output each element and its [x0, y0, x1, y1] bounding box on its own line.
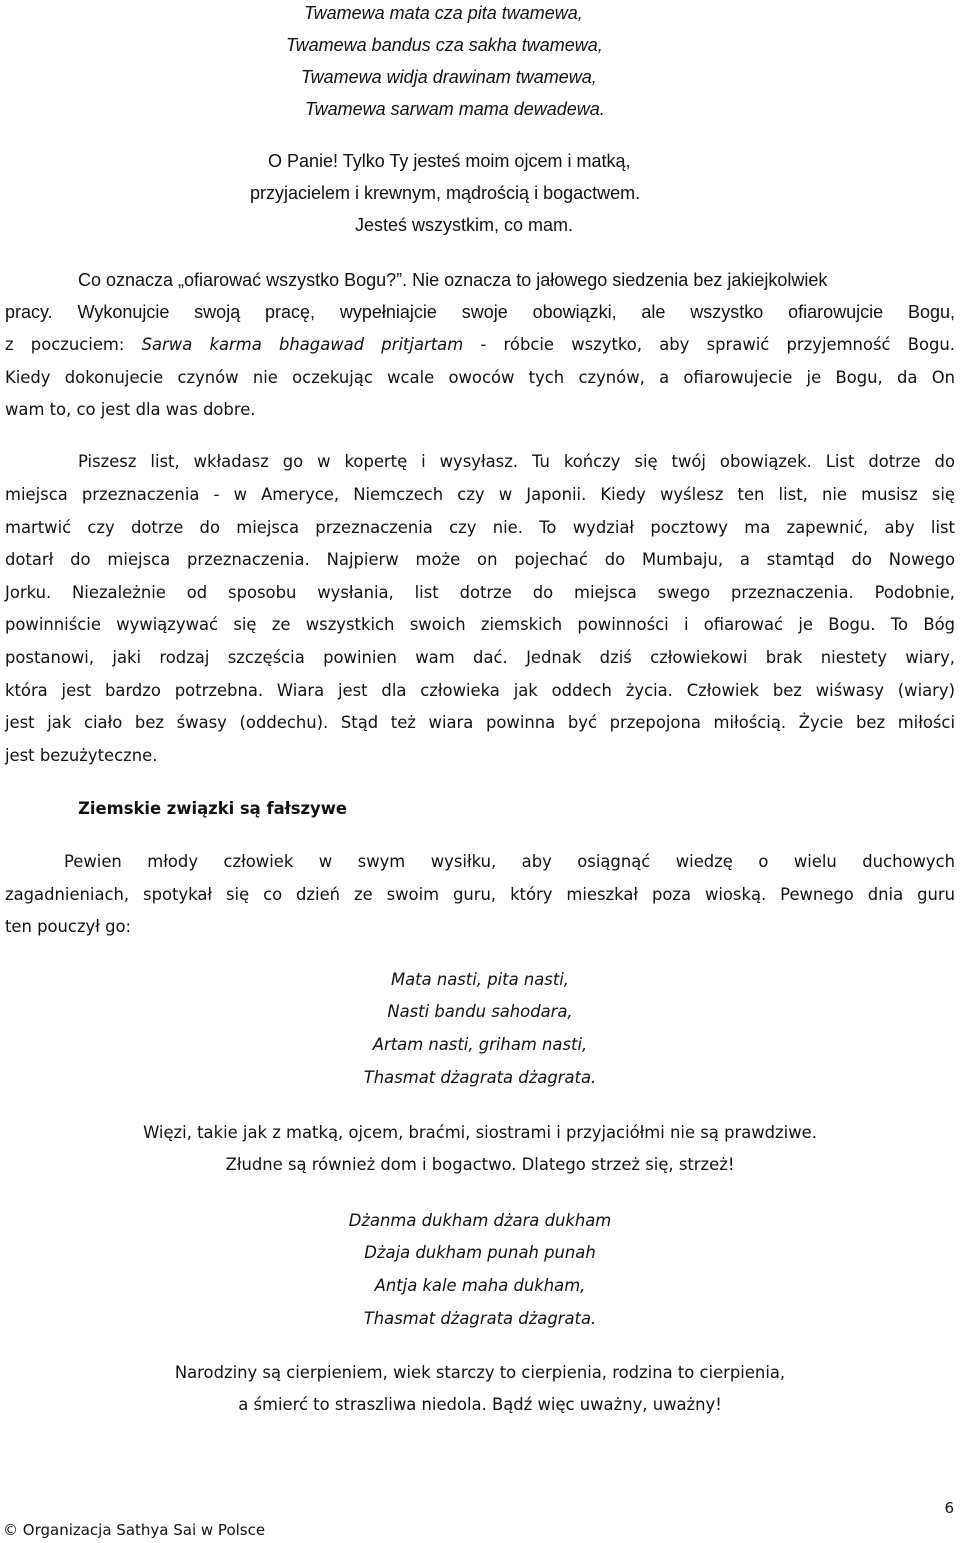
- verse3-line-3: Antja kale maha dukham,: [374, 1276, 586, 1295]
- translation3-line-2: a śmierć to straszliwa niedola. Bądź więc uważny, uważny!: [238, 1395, 722, 1414]
- translation3-line-1: Narodziny są cierpieniem, wiek starczy to cierpienia, rodzina to cierpienia,: [174, 1363, 786, 1382]
- para2-line-10: jest bezużyteczne.: [5, 746, 158, 765]
- translation1-line-3: Jesteś wszystkim, co mam.: [355, 215, 574, 235]
- para2-line-5: Jorku. Niezależnie od sposobu wysłania, list dotrze do miejsca swego przeznaczenia. Podobnie,: [5, 583, 955, 602]
- para3-line-2: zagadnieniach, spotykał się co dzień ze swoim guru, który mieszkał poza wioską. Pewnego dnia guru: [5, 885, 955, 904]
- para2-line-6: powinniście wywiązywać się ze wszystkich swoich ziemskich powinności i ofiarować je Bogu. To Bóg: [5, 615, 955, 634]
- translation2-line-2: Złudne są również dom i bogactwo. Dlatego strzeż się, strzeż!: [225, 1155, 735, 1174]
- footer-copyright: © Organizacja Sathya Sai w Polsce: [3, 1521, 266, 1539]
- verse1-line-3: Twamewa widja drawinam twamewa,: [301, 67, 597, 87]
- verse2-line-3: Artam nasti, griham nasti,: [372, 1035, 588, 1054]
- verse1-line-4: Twamewa sarwam mama dewadewa.: [305, 99, 605, 119]
- para3-line-1: Pewien młody człowiek w swym wysiłku, aby osiągnąć wiedzę o wielu duchowych: [64, 852, 955, 871]
- para1-line-2: pracy. Wykonujcie swoją pracę, wypełniajcie swoje obowiązki, ale wszystko ofiarowujcie Bogu,: [5, 302, 955, 322]
- page-number: 6: [944, 1499, 954, 1517]
- para1-line-3-italic: Sarwa karma bhagawad pritjartam: [141, 335, 464, 354]
- para3-line-3: ten pouczył go:: [5, 917, 132, 936]
- para1-line-1: Co oznacza „ofiarować wszystko Bogu?”. Nie oznacza to jałowego siedzenia bez jakiejkolwiek: [78, 270, 828, 290]
- para1-line-4: Kiedy dokonujecie czynów nie oczekując wcale owoców tych czynów, a ofiarowujecie je Bogu, da On: [5, 368, 955, 387]
- verse2-line-1: Mata nasti, pita nasti,: [390, 970, 570, 989]
- translation1-line-2: przyjacielem i krewnym, mądrością i bogactwem.: [250, 183, 641, 203]
- para2-line-9: jest jak ciało bez śwasy (oddechu). Stąd też wiara powinna być przepojona miłością. Życie bez miłości: [5, 713, 955, 732]
- para1-line-3-post: - róbcie wszytko, aby sprawić przyjemność Bogu.: [463, 335, 955, 354]
- para2-line-4: dotarł do miejsca przeznaczenia. Najpierw może on pojechać do Mumbaju, a stamtąd do Nowego: [5, 550, 955, 569]
- para1-line-3: [5, 332, 955, 358]
- verse3-line-2: Dżaja dukham punah punah: [364, 1243, 596, 1262]
- translation2-line-1: Więzi, takie jak z matką, ojcem, braćmi, siostrami i przyjaciółmi nie są prawdziwe.: [143, 1123, 817, 1142]
- para2-line-1: Piszesz list, wkładasz go w kopertę i wysyłasz. Tu kończy się twój obowiązek. List dotrze do: [78, 452, 955, 471]
- para2-line-8: która jest bardzo potrzebna. Wiara jest dla człowieka jak oddech życia. Człowiek bez wiśwasy (wiary): [5, 681, 955, 700]
- verse1-line-2: Twamewa bandus cza sakha twamewa,: [286, 35, 603, 55]
- verse2-line-4: Thasmat dżagrata dżagrata.: [363, 1068, 597, 1087]
- section-heading: Ziemskie związki są fałszywe: [78, 799, 347, 818]
- verse3-line-1: Dżanma dukham dżara dukham: [348, 1211, 612, 1230]
- translation1-line-1: O Panie! Tylko Ty jesteś moim ojcem i matką,: [268, 151, 631, 171]
- verse2-line-2: Nasti bandu sahodara,: [387, 1002, 573, 1021]
- verse3-line-4: Thasmat dżagrata dżagrata.: [363, 1309, 597, 1328]
- para2-line-7: postanowi, jaki rodzaj szczęścia powinien wam dać. Jednak dziś człowiekowi brak niestety wiary,: [5, 648, 955, 667]
- para1-line-5: wam to, co jest dla was dobre.: [5, 400, 256, 419]
- verse1-line-1: Twamewa mata cza pita twamewa,: [304, 3, 583, 23]
- para2-line-3: martwić czy dotrze do miejsca przeznaczenia czy nie. To wydział pocztowy ma zapewnić, aby list: [5, 518, 955, 537]
- para1-line-3-pre: z poczuciem:: [5, 335, 142, 354]
- para2-line-2: miejsca przeznaczenia - w Ameryce, Niemczech czy w Japonii. Kiedy wyślesz ten list, nie musisz się: [5, 485, 955, 504]
